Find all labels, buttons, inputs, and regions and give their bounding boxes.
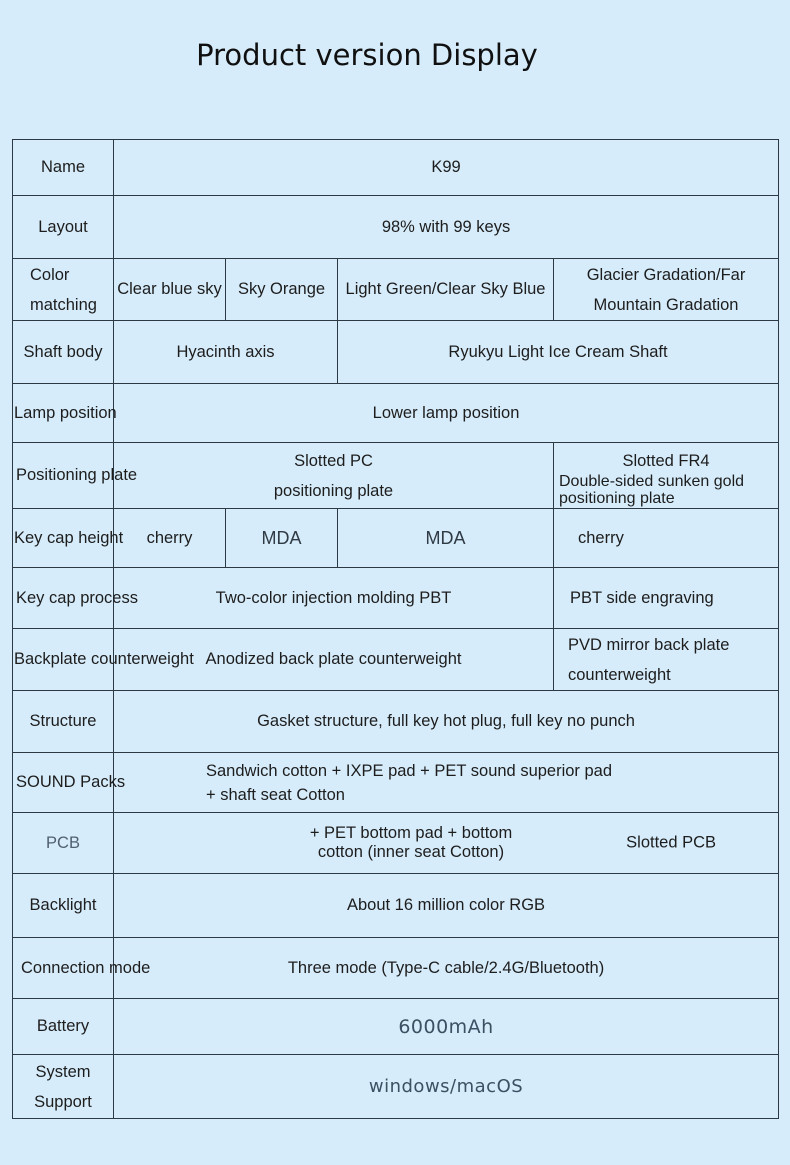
row-positioning-plate-label: Positioning plate xyxy=(13,443,114,509)
keycap-height-4: cherry xyxy=(554,509,779,568)
row-positioning-plate xyxy=(13,443,779,509)
shaft-option-1: Hyacinth axis xyxy=(114,321,338,384)
row-keycap-height xyxy=(13,509,779,568)
row-pcb-value xyxy=(114,813,779,874)
color-option-2: Sky Orange xyxy=(226,259,338,321)
row-name xyxy=(13,140,779,196)
keycap-process-option-1: Two-color injection molding PBT xyxy=(114,568,554,629)
row-color-matching-label: Color matching xyxy=(13,259,114,321)
row-structure-label: Structure xyxy=(13,691,114,753)
row-backlight-label: Backlight xyxy=(13,874,114,938)
color-option-4: Glacier Gradation/Far Mountain Gradation xyxy=(554,259,779,321)
row-backlight xyxy=(13,874,779,938)
row-system-support-label: System Support xyxy=(13,1055,114,1119)
row-lamp-position-label: Lamp position xyxy=(13,384,114,443)
row-backplate-counterweight-label: Backplate counterweight xyxy=(13,629,114,691)
page-title: Product version Display xyxy=(196,38,538,72)
row-layout xyxy=(13,196,779,259)
row-connection-mode xyxy=(13,938,779,999)
row-system-support-value: windows/macOS xyxy=(114,1055,779,1119)
row-lamp-position xyxy=(13,384,779,443)
row-system-support xyxy=(13,1055,779,1119)
row-backplate-counterweight xyxy=(13,629,779,691)
row-shaft-body xyxy=(13,321,779,384)
row-pcb-label: PCB xyxy=(13,813,114,874)
pcb-pad-description: + PET bottom pad + bottom cotton (inner seat Cotton) xyxy=(309,824,513,861)
row-battery-label: Battery xyxy=(13,999,114,1055)
row-connection-mode-label: Connection mode xyxy=(13,938,114,999)
positioning-plate-option-2: Slotted FR4 Double-sided sunken gold positioning plate xyxy=(554,443,779,509)
row-name-value: K99 xyxy=(114,140,779,196)
color-option-3: Light Green/Clear Sky Blue xyxy=(338,259,554,321)
row-connection-mode-value: Three mode (Type-C cable/2.4G/Bluetooth) xyxy=(114,938,779,999)
row-keycap-process-label: Key cap process xyxy=(13,568,114,629)
shaft-option-2: Ryukyu Light Ice Cream Shaft xyxy=(338,321,779,384)
row-battery-value: 6000mAh xyxy=(114,999,779,1055)
row-layout-label: Layout xyxy=(13,196,114,259)
row-pcb xyxy=(13,813,779,874)
keycap-height-2: MDA xyxy=(226,509,338,568)
row-name-label: Name xyxy=(13,140,114,196)
positioning-plate-option-1: Slotted PC positioning plate xyxy=(114,443,554,509)
keycap-height-1: cherry xyxy=(114,509,226,568)
row-lamp-position-value: Lower lamp position xyxy=(114,384,779,443)
row-sound-packs-label: SOUND Packs xyxy=(13,753,114,813)
pcb-type: Slotted PCB xyxy=(626,833,717,852)
row-structure-value: Gasket structure, full key hot plug, full key no punch xyxy=(114,691,779,753)
row-color-matching xyxy=(13,259,779,321)
backplate-option-1: Anodized back plate counterweight xyxy=(114,629,554,691)
row-structure xyxy=(13,691,779,753)
row-backlight-value: About 16 million color RGB xyxy=(114,874,779,938)
row-layout-value: 98% with 99 keys xyxy=(114,196,779,259)
keycap-process-option-2: PBT side engraving xyxy=(554,568,779,629)
row-keycap-height-label: Key cap height xyxy=(13,509,114,568)
row-battery xyxy=(13,999,779,1055)
backplate-option-2: PVD mirror back plate counterweight xyxy=(554,629,779,691)
row-keycap-process xyxy=(13,568,779,629)
row-sound-packs xyxy=(13,753,779,813)
color-option-1: Clear blue sky xyxy=(114,259,226,321)
row-shaft-body-label: Shaft body xyxy=(13,321,114,384)
spec-table xyxy=(12,139,779,1119)
keycap-height-3: MDA xyxy=(338,509,554,568)
row-sound-packs-value: Sandwich cotton + IXPE pad + PET sound superior pad + shaft seat Cotton xyxy=(114,753,779,813)
